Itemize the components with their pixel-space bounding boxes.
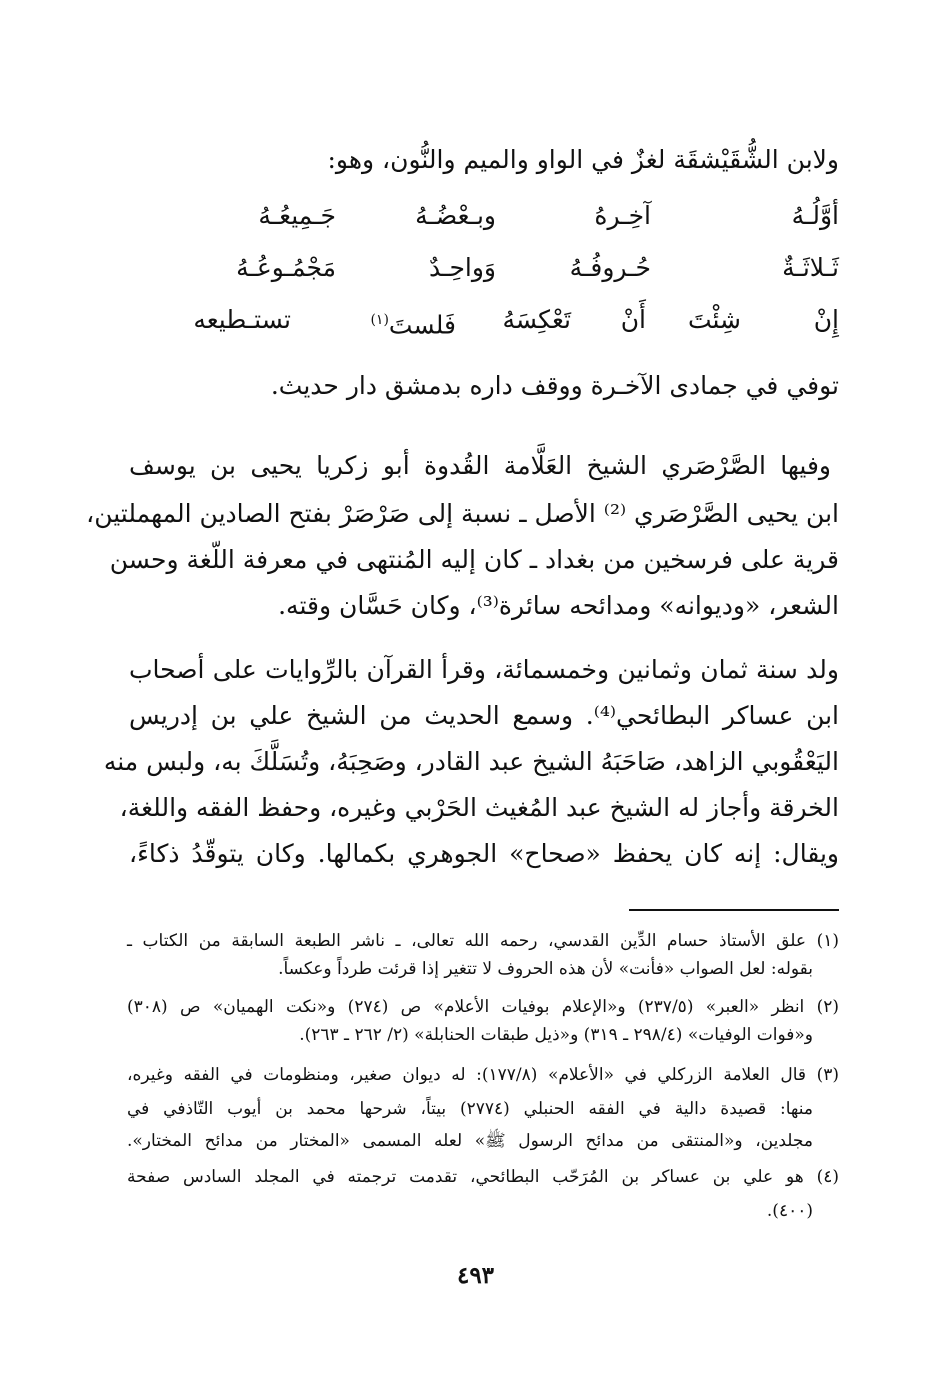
verse-row-1 (0, 196, 951, 236)
footnote-line: (٣) قال العلامة الزركلي في «الأعلام» (١٧٧/٨): له ديوان صغير، ومنظومات في الفقه وغيره، (127, 1065, 839, 1085)
footnote-divider (629, 909, 839, 911)
paragraph-line: اليَعْقُوبي الزاهد، صَاحَبَهُ الشيخ عبد القادر، وصَحِبَهُ، وتُسَلَّكَ به، ولبس منه (103, 747, 839, 776)
verse-cell: تَعْكِسَهُ (502, 305, 571, 334)
verse-cell: وبـعْضُـهُ (415, 201, 496, 230)
verse-cell: وَواحِـدٌ (429, 253, 496, 282)
verse-cell: آخِـرهُ (594, 201, 651, 230)
verse-cell: جَـمِيعُـهُ (258, 201, 336, 230)
line-text: وفيها الصَّرْصَري الشيخ العَلَّامة القُدوة أبو زكريا يحيى بن يوسف (129, 451, 831, 480)
paragraph-line (129, 448, 839, 486)
verse-cell: حُـروفُـهُ (569, 253, 651, 282)
verse-cell: شِئْتَ (687, 305, 741, 334)
paragraph-line: ابن يحيى الصَّرْصَري ⁽²⁾ الأصل ـ نسبة إلى صَرْصَرْ بفتح الصادين المهملتين، (86, 499, 839, 528)
footnote-line: (٤) هو علي بن عساكر بن المُرَحّب البطائحي، تقدمت ترجمته في المجلد السادس صفحة (127, 1167, 839, 1187)
verse-cell: ثَـلاثَـةٌ (782, 253, 839, 282)
footnote-ref: (١) (370, 312, 389, 328)
death-line: توفي في جمادى الآخـرة ووقف داره بدمشق دار حديث. (270, 371, 839, 400)
verse-cell: إِنْ (813, 305, 839, 334)
verse-cell: تستـطيعه (193, 305, 291, 334)
verse-cell: مَجْمُـوعُـهُ (236, 253, 336, 282)
paragraph-line: ويقال: إنه كان يحفظ «صحاح» الجوهري بكمالها. وكان يتوقّدُ ذكاءً، (129, 839, 839, 868)
page-number: ٤٩٣ (456, 1262, 495, 1289)
paragraph-line: قرية على فرسخين من بغداد ـ كان إليه المُنتهى في معرفة اللّغة وحسن (109, 545, 839, 574)
verse-cell: أوَّلُـهُ (791, 201, 839, 230)
footnote-line: و«فوات الوفيات» (٢٩٨/٤ ـ ٣١٩) و«ذيل طبقات الحنابلة» (٢/ ٢٦٢ ـ ٢٦٣). (299, 1025, 813, 1045)
paragraph-line: ولد سنة ثمان وثمانين وخمسمائة، وقرأ القرآن بالرِّوايات على أصحاب (129, 655, 839, 684)
footnote-line: (٤٠٠). (766, 1201, 813, 1221)
verse-word: فَلستَ (388, 310, 456, 340)
verse-row-3 (0, 300, 951, 340)
footnote-line: منها: قصيدة دالية في الفقه الحنبلي (٢٧٧٤) بيتاً، شرحها محمد بن أيوب التّاذفي في (127, 1099, 813, 1119)
footnote-line: مجلدين، و«المنتقى من مدائح الرسول ﷺ» لعله المسمى «المختار من مدائح المختار». (127, 1131, 813, 1151)
verse-cell: أَنْ (620, 305, 646, 334)
intro-line: ولابن الشُّقَيْشقَة لغزٌ في الواو والميم والنُّون، وهو: (327, 145, 839, 174)
footnote-line: (٢) انظر «العبر» (٢٣٧/٥) و«الإعلام بوفيات الأعلام» ص (٢٧٤) و«نكت الهميان» ص (٣٠٨) (127, 997, 839, 1017)
paragraph-line: الخرقة وأجاز له الشيخ عبد المُغيث الحَرْبي وغيره، وحفظ الفقه واللغة، (119, 793, 839, 822)
verse-row-2 (0, 248, 951, 288)
footnote-line: بقوله: لعل الصواب «فأنت» لأن هذه الحروف لا تتغير إذا قرئت طرداً وعكساً. (278, 959, 813, 979)
footnote-line: (١) علق الأستاذ حسام الدِّين القدسي، رحمه الله تعالى، ـ ناشر الطبعة السابقة من الكتاب ـ (127, 931, 839, 951)
paragraph-line: ابن عساكر البطائحي⁽⁴⁾. وسمع الحديث من الشيخ علي بن إدريس (129, 701, 840, 730)
paragraph-line: الشعر، «وديوانه» ومدائحه سائرة⁽³⁾، وكان حَسَّان وقته. (278, 591, 839, 620)
verse-cell (370, 300, 456, 345)
